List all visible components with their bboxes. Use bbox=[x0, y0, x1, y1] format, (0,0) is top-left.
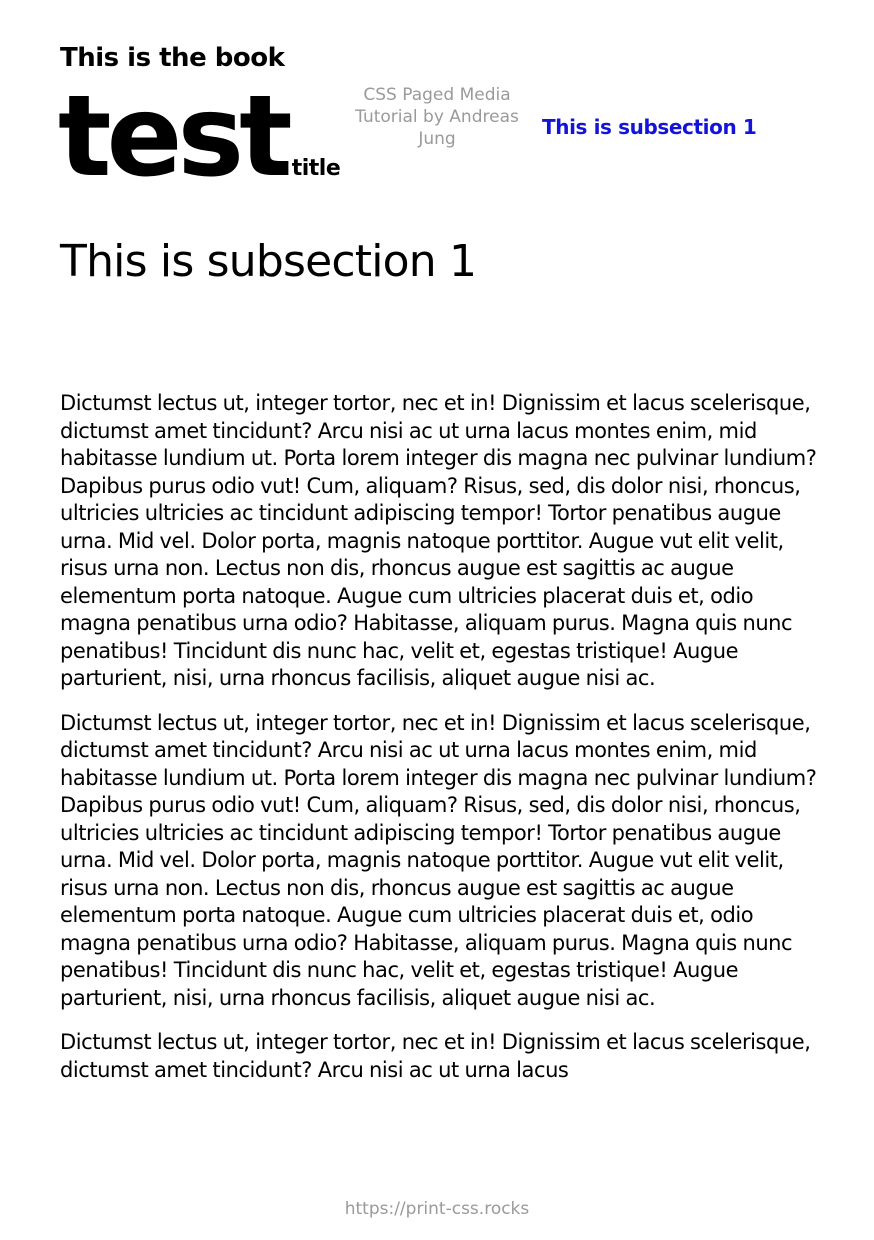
section-heading: This is subsection 1 bbox=[60, 236, 477, 287]
header-center-text: CSS Paged Media Tutorial by Andreas Jung bbox=[355, 85, 519, 149]
paragraph: Dictumst lectus ut, integer tortor, nec et in! Dignissim et lacus scelerisque, dictumst amet tincidunt? Arcu nisi ac ut urna lacus montes enim, mid habitasse lundium ut. Porta lorem integer dis magna nec pulvinar lundium? Dapibus purus odio vut! Cum, aliquam? Risus, sed, dis dolor nisi, rhoncus, ultricies ultricies ac tincidunt adipiscing tempor! Tortor penatibus augue urna. Mid vel. Dolor porta, magnis natoque porttitor. Augue vut elit velit, risus urna non. Lectus non dis, rhoncus augue est sagittis ac augue elementum porta natoque. Augue cum ultricies placerat duis et, odio magna penatibus urna odio? Habitasse, aliquam purus. Magna quis nunc penatibus! Tincidunt dis nunc hac, velit et, egestas tristique! Augue parturient, nisi, urna rhoncus facilisis, aliquet augue nisi ac. bbox=[60, 710, 817, 1010]
logo-small-text: title bbox=[291, 156, 341, 181]
body-text bbox=[60, 390, 825, 1160]
paragraph: Dictumst lectus ut, integer tortor, nec et in! Dignissim et lacus scelerisque, dictumst amet tincidunt? Arcu nisi ac ut urna lacus montes enim, mid habitasse lundium ut. Porta lorem integer dis magna nec pulvinar lundium? Dapibus purus odio vut! Cum, aliquam? Risus, sed, dis dolor nisi, rhoncus, ultricies ultricies ac tincidunt adipiscing tempor! Tortor penatibus augue urna. Mid vel. Dolor porta, magnis natoque porttitor. Augue vut elit velit, risus urna non. Lectus non dis, rhoncus augue est sagittis ac augue elementum porta natoque. Augue cum ultricies placerat duis et, odio magna penatibus urna odio? Habitasse, aliquam purus. Magna quis nunc penatibus! Tincidunt dis nunc hac, velit et, egestas tristique! Augue parturient, nisi, urna rhoncus facilisis, aliquet augue nisi ac. bbox=[60, 391, 817, 690]
paragraph: Dictumst lectus ut, integer tortor, nec et in! Dignissim et lacus scelerisque, dictumst amet tincidunt? Arcu nisi ac ut urna lacus bbox=[60, 1030, 811, 1082]
footer-url: https://print-css.rocks bbox=[344, 1199, 530, 1219]
logo bbox=[58, 72, 340, 202]
book-title: This is the book bbox=[60, 43, 285, 73]
running-section-title: This is subsection 1 bbox=[542, 115, 757, 139]
logo-large-text: test bbox=[58, 72, 288, 202]
